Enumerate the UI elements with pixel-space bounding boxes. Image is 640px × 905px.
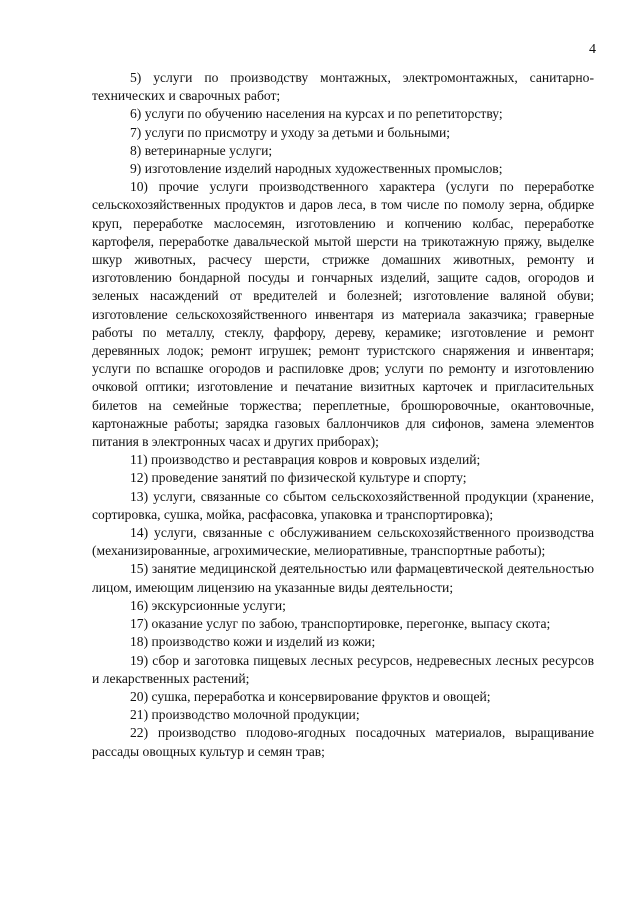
list-item: 12) проведение занятий по физической культуре и спорту; [130,470,467,486]
list-item: 13) услуги, связанные со сбытом сельскохозяйственной продукции (хранение, сортировка, сушка, мойка, расфасовка, упаковка и транспортировка); [92,488,594,522]
list-item: 21) производство молочной продукции; [130,707,360,723]
list-item: 15) занятие медицинской деятельностью или фармацевтической деятельностью лицом, имеющим лицензию на указанные виды деятельности; [92,561,594,595]
list-item: 7) услуги по присмотру и уходу за детьми и больными; [130,124,451,140]
list-item: 14) услуги, связанные с обслуживанием сельскохозяйственного производства (механизированные, агрохимические, мелиоративные, транспортные работы); [92,525,594,559]
list-item: 11) производство и реставрация ковров и ковровых изделий; [130,452,481,468]
list-item: 5) услуги по производству монтажных, электромонтажных, санитарно-технических и сварочных работ; [92,70,594,104]
list-item: 8) ветеринарные услуги; [130,142,273,158]
list-item: 17) оказание услуг по забою, транспортировке, перегонке, выпасу скота; [130,616,551,632]
list-item: 10) прочие услуги производственного характера (услуги по переработке сельскохозяйственных продуктов и даров леса, в том числе по помолу зерна, обдирке круп, переработке маслосемян, изготовлению и копчению колбас, переработке картофеля, переработке давальческой мытой шерсти на трикотажную пряжу, выделке шкур животных, расчесу шерсти, стрижке домашних животных, ремонту и изготовлению бондарной посуды и гончарных изделий, защите садов, огородов и зеленых насаждений от вредителей и болезней; изготовление валяной обуви; изготовление сельскохозяйственного инвентаря из материала заказчика; граверные работы по металлу, стеклу, фарфору, дереву, керамике; изготовление и ремонт деревянных лодок; ремонт игрушек; ремонт туристского снаряжения и инвентаря; услуги по вспашке огородов и распиловке дров; услуги по ремонту и изготовлению очковой оптики; изготовление и печатание визитных карточек и пригласительных билетов на семейные торжества; переплетные, брошюровочные, окантовочные, картонажные работы; зарядка газовых баллончиков для сифонов, замена элементов питания в электронных часах и других приборах); [92,179,594,450]
services-list [92,69,594,761]
list-item: 9) изготовление изделий народных художественных промыслов; [130,161,503,177]
list-item: 16) экскурсионные услуги; [130,597,286,613]
list-item: 6) услуги по обучению населения на курсах и по репетиторству; [130,106,503,122]
list-item: 20) сушка, переработка и консервирование фруктов и овощей; [130,688,491,704]
list-item: 18) производство кожи и изделий из кожи; [130,634,376,650]
list-item: 22) производство плодово-ягодных посадочных материалов, выращивание рассады овощных культур и семян трав; [92,725,594,759]
list-item: 19) сбор и заготовка пищевых лесных ресурсов, недревесных лесных ресурсов и лекарственных растений; [92,652,594,686]
page-number: 4 [589,42,596,57]
